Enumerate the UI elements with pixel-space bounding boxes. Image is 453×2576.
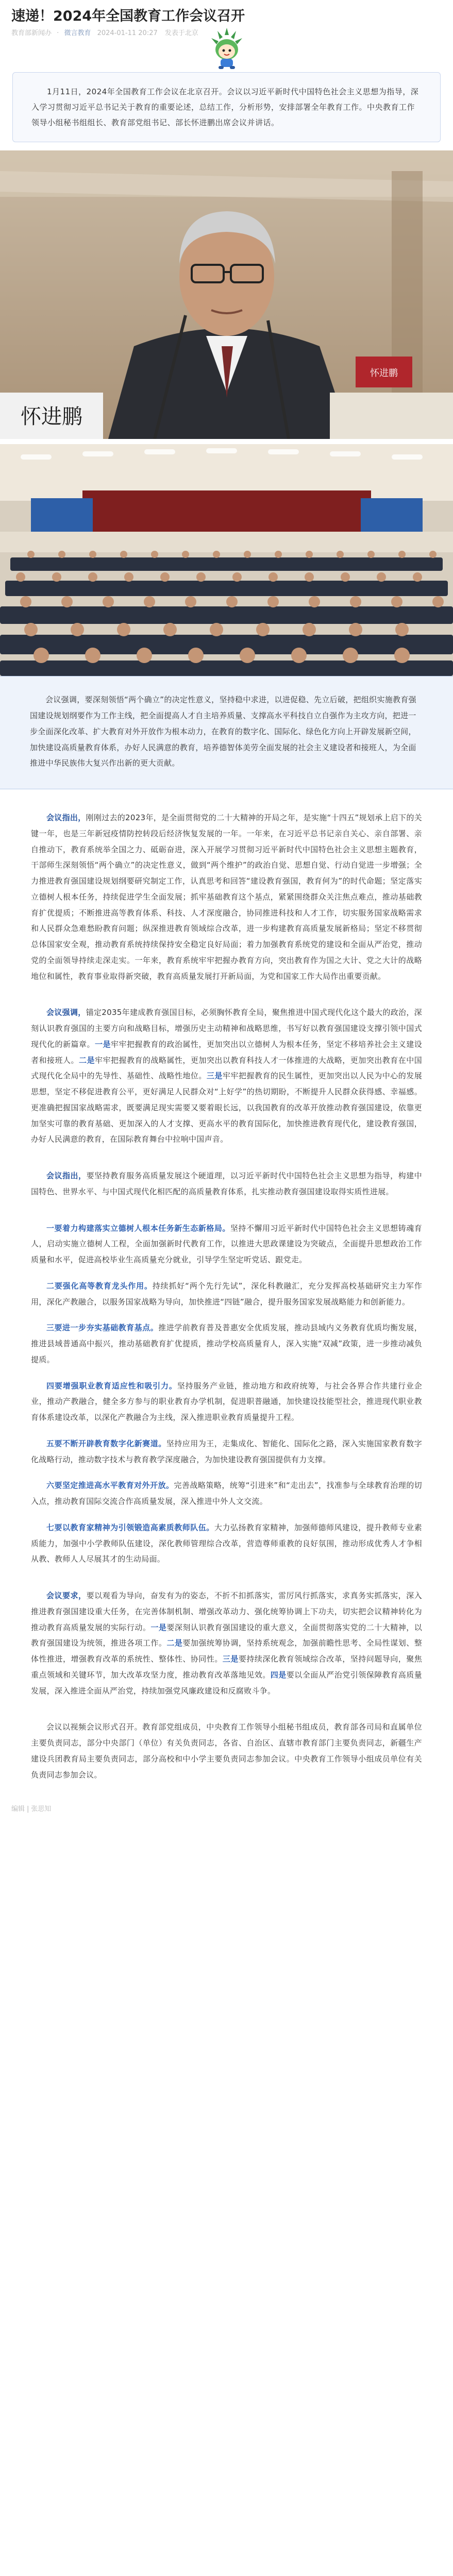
publish-date: 2024-01-11 20:27 <box>97 29 158 38</box>
paragraph-9 <box>31 1478 422 1510</box>
footer-editor: 张思知 <box>31 1805 52 1814</box>
footer-separator: | <box>27 1805 29 1814</box>
paragraph-11-text: 要以观看为导向，奋发有为的姿态，不折不扣抓落实，雷厉风行抓落实，求真务实抓落实，深入推进教育强国建设重大任务，在完善体制机制、增强改革动力、强化统筹协调上下功夫，切实把会议精神转化为推动教育高质量发展的实际行动。 <box>31 1591 422 1632</box>
conference-hall-svg <box>0 444 453 676</box>
paragraph-1-text: 刚刚过去的2023年，是全面贯彻党的二十大精神的开局之年，是实施“十四五”规划承上启下的关键一年，也是三年新冠疫情防控转段后经济恢复发展的一年。一年来，在习近平总书记亲自关心、亲自部署、亲自推动下，教育系统举全国之力、砥砺奋进，深入开展学习贯彻习近平新时代中国特色社会主义思想主题教育，干部师生深刻领悟“两个确立”的决定性意义，做到“两个维护”的政治自觉、思想自觉、行动自觉进一步增强；全力推进教育强国建设规划纲要研究制定工作，认真思考和回答“建设教育强国，教育何为”的时代命题；坚定落实立德树人根本任务，持续促进学生全面发展；抓牢基础教育这个基点，紧紧围绕群众关注焦点难点，推动基础教育扩优提质；不断推进高等教育体系、科技、人才深度融合，协同推进科技和人才工作，切实服务国家战略需求和人民群众急难愁盼教育问题；纵深推进教育领域综合改革，进一步构建教育高质量发展新格局；坚定不移贯彻总体国家安全观，推动教育系统持续保持安全稳定良好局面；着力加强教育系统党的建设和全面从严治党，推动党的全面领导持续走深走实。一年来，教育系统牢牢把握办教育方向，突出教育作为国之大计、党之大计的战略地位和属性，教育事业取得新突破，教育高质量发展打开新局面，为党和国家工作大局作出重要贡献。 <box>31 813 422 981</box>
paragraph-5 <box>31 1278 422 1310</box>
paragraph-3-text: 要坚持教育服务高质量发展这个硬道理，以习近平新时代中国特色社会主义思想为指导，构建中国特色、世界水平、与中国式现代化相匹配的高质量教育体系，扎实推动教育强国建设取得实质性进展。 <box>31 1171 422 1196</box>
paragraph-6-text: 推进学前教育普及普惠安全优质发展，推动县域内义务教育优质均衡发展，推进县域普通高中振兴，推动基础教育扩优提质，推动学校高质量育人，深入实施“双减”政策，进一步推动减负提质。 <box>31 1323 423 1364</box>
paragraph-2-part-2-text: 牢牢把握教育的战略属性，更加突出以教育科技人才一体推进的大战略，更加突出教育在中国式现代化全局中的先导性、基础性、战略性地位。 <box>31 1055 422 1081</box>
summary-box: 会议强调，要深刻领悟“两个确立”的决定性意义，坚持稳中求进，以进促稳、先立后破，把组织实施教育强国建设规划纲要作为工作主线，把全面提高人才自主培养质量、支撑高水平科技自立自强作为主攻方向，把进一步全面深化改革、扩大教育对外开放作为根本动力，在教育的数字化、国际化、绿色化方向上开辟发展新空间，加快建设高质量教育体系，办好人民满意的教育，培养德智体美劳全面发展的社会主义建设者和接班人，为全面推进中华民族伟大复兴作出新的更大贡献。 <box>0 676 453 789</box>
paragraph-4 <box>31 1221 422 1268</box>
paragraph-1 <box>31 810 422 984</box>
paragraph-11 <box>31 1588 422 1699</box>
paragraph-7-lead: 四要增强职业教育适应性和吸引力。 <box>46 1381 177 1391</box>
paragraph-11-part-4-text: 要以全面从严治党引领保障教育高质量发展，深入推进全面从严治党，持续加强党风廉政建设和反腐败斗争。 <box>31 1670 422 1696</box>
speaker-photo-svg <box>0 150 453 439</box>
paragraph-2-text: 锚定2035年建成教育强国目标，必须胸怀教育全局，聚焦推进中国式现代化这个最大的政治，深刻认识教育强国的主要方向和战略目标，增强历史主动精神和战略思维，书写好以教育强国建设支撑引领中国式现代化的新篇章。 <box>31 1008 422 1049</box>
footer-label: 编辑 <box>11 1805 25 1814</box>
paragraph-3-lead: 会议指出， <box>46 1171 87 1181</box>
intro-wrap <box>0 72 453 142</box>
publish-location: 发表于北京 <box>164 29 198 38</box>
paragraph-8-lead: 五要不断开辟教育数字化新赛道。 <box>46 1438 166 1448</box>
mascot-row <box>0 39 453 70</box>
stage-banner <box>82 490 371 532</box>
article-footer <box>0 1783 453 1813</box>
paragraph-6-lead: 三要进一步夯实基础教育基点。 <box>46 1323 159 1333</box>
paragraph-5-text: 持续抓好“两个先行先试”，深化科教融汇，充分发挥高校基础研究主力军作用，深化产教融合，以服务国家战略为导向，加快推进“四链”融合，提升服务国家发展战略能力和创新能力。 <box>31 1281 422 1307</box>
source-label: 教育部新闻办 <box>11 29 52 38</box>
article-body <box>0 810 453 1783</box>
paragraph-11-lead: 会议要求， <box>46 1591 87 1601</box>
paragraph-4-text: 坚持不懈用习近平新时代中国特色社会主义思想铸魂育人，启动实施立德树人工程，全面加强新时代教育工作，以推进大思政课建设为突破点，全面提升思想政治工作质量和水平，促进高校毕业生高质量充分就业，引导学生坚定听党话、跟党走。 <box>31 1223 423 1265</box>
paragraph-8 <box>31 1436 422 1468</box>
paragraph-11-part-2-label: 二是 <box>166 1638 183 1648</box>
paragraph-7 <box>31 1378 422 1426</box>
paragraph-9-text: 完善战略策略，统筹“引进来”和“走出去”，找准参与全球教育治理的切入点，推动教育国际交流合作高质量发展，深入推进中外人文交流。 <box>31 1481 422 1506</box>
paragraph-12 <box>31 1719 422 1783</box>
intro-box: 1月11日，2024年全国教育工作会议在北京召开。会议以习近平新时代中国特色社会主义思想为指导，深入学习贯彻习近平总书记关于教育的重要论述，总结工作，分析形势，安排部署全年教育工作。中央教育工作领导小组秘书组组长、教育部党组书记、部长怀进鹏出席会议并讲话。 <box>12 72 441 142</box>
screen-right <box>361 498 423 534</box>
paragraph-5-lead: 二要强化高等教育龙头作用。 <box>46 1281 153 1291</box>
paragraph-2-part-1-text: 牢牢把握教育的政治属性，更加突出以立德树人为根本任务，坚定不移培养社会主义建设者和接班人。 <box>31 1039 422 1065</box>
mascot-icon <box>206 26 247 70</box>
account-link[interactable]: 微言教育 <box>64 29 91 38</box>
paragraph-11-part-3-label: 三是 <box>222 1654 239 1664</box>
paragraph-11-part-3-text: 要持续深化教育领域综合改革，坚持问题导向，聚焦重点领域和关键环节，加大改革攻坚力度，推动教育改革落地见效。 <box>31 1654 422 1680</box>
paragraph-2-part-3-text: 牢牢把握教育的民生属性，更加突出以人民为中心的发展思想，坚定不移促进教育公平，更好满足人民群众对“上好学”的热切期盼，不断提升人民群众获得感、幸福感。更准确把握国家战略需求，既要满足现实需要又要着眼长远，以我国教育的改革开放推动教育强国建设，依靠更加坚实可靠的教育基础、更加深入的人才支撑、更高水平的教育国际化，加快推进教育现代化，建设教育强国，办好人民满意的教育，在国际教育舞台中拉响中国声音。 <box>31 1071 422 1144</box>
paragraph-10-text: 大力弘扬教育家精神，加强师德师风建设，提升教师专业素质能力，加强中小学教师队伍建设，深化教师管理综合改革，营造尊师重教的良好氛围，推动形成优秀人才争相从教、教师人人尽展其才的生动局面。 <box>31 1522 422 1564</box>
paragraph-10 <box>31 1520 422 1567</box>
paragraph-1-lead: 会议指出， <box>46 813 86 823</box>
paragraph-11-part-4-label: 四是 <box>270 1670 287 1680</box>
paragraph-11-part-2-text: 要加强统筹协调，坚持系统观念，加强前瞻性思考、全局性谋划、整体性推进，增强教育改革的系统性、整体性、协同性。 <box>31 1638 422 1664</box>
desk-card-text: 怀进鹏 <box>370 368 398 379</box>
conference-hall-photo <box>0 444 453 676</box>
paragraph-2 <box>31 1005 422 1147</box>
paragraph-8-text: 坚持应用为王，走集成化、智能化、国际化之路，深入实施国家教育数字化战略行动，推动数字技术与教育教学深度融合，为加快建设教育强国提供有力支撑。 <box>31 1438 422 1464</box>
paragraph-6 <box>31 1320 422 1367</box>
paragraph-12-text: 会议以视频会议形式召开。教育部党组成员，中央教育工作领导小组秘书组成员，教育部各司局和直属单位主要负责同志，部分中央部门（单位）有关负责同志，各省、自治区、直辖市教育部门主要负责同志，新疆生产建设兵团教育局主要负责同志，部分高校和中小学主要负责同志参加会议。中央教育工作领导小组成员单位有关负责同志参加会议。 <box>31 1722 422 1780</box>
paragraph-2-part-3-label: 三是 <box>206 1071 223 1081</box>
paragraph-4-lead: 一要着力构建落实立德树人根本任务新生态新格局。 <box>46 1223 230 1233</box>
paragraph-2-part-1-label: 一是 <box>94 1039 111 1049</box>
paragraph-10-lead: 七要以教育家精神为引领锻造高素质教师队伍。 <box>46 1522 214 1532</box>
paragraph-11-part-1-label: 一是 <box>150 1622 167 1632</box>
paragraph-7-text: 坚持服务产业链，推动地方和政府统筹，与社会各界合作共建行业企业，推动产教融合，健全多方参与的职业教育办学机制，促进职普融通，加快建设技能型社会，推进现代职业教育体系建设改革，以深化产教融合为主线，深入推进职业教育质量提升工程。 <box>31 1381 422 1422</box>
meta-separator: · <box>57 29 59 38</box>
nameplate-text: 怀进鹏 <box>21 405 82 429</box>
paragraph-3 <box>31 1168 422 1200</box>
paragraph-2-lead: 会议强调， <box>46 1008 86 1018</box>
screen-left <box>31 498 93 534</box>
article-title: 速递！2024年全国教育工作会议召开 <box>11 8 245 24</box>
paragraph-2-part-2-label: 二是 <box>78 1055 95 1065</box>
speaker-photo <box>0 150 453 439</box>
paragraph-11-part-1-text: 要深刻认识教育强国建设的重大意义，全面贯彻落实党的二十大精神，以教育强国建设为统领，推进各项工作。 <box>31 1622 422 1648</box>
paragraph-9-lead: 六要坚定推进高水平教育对外开放。 <box>46 1481 174 1490</box>
